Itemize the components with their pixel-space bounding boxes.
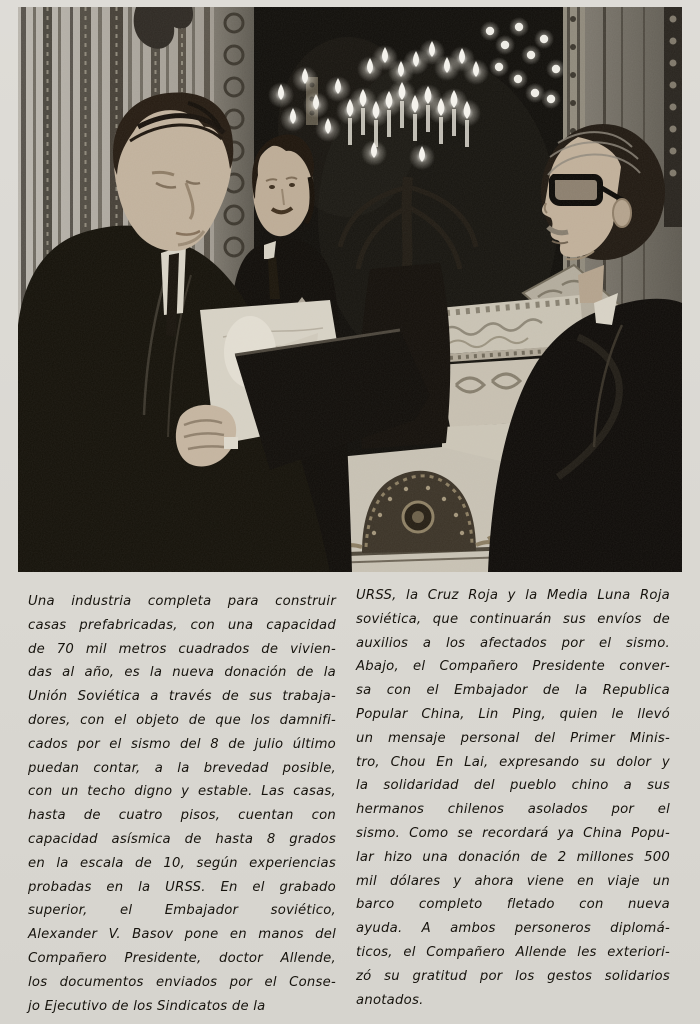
article-line: soviética, que continuarán sus envíos de xyxy=(356,611,670,627)
ceremony-photo xyxy=(18,7,682,572)
article-line: ticos, el Compañero Allende les exteriori- xyxy=(356,944,670,960)
article-line: dores, con el objeto de que los damnifi- xyxy=(28,712,336,728)
article-line: Una industria completa para construir xyxy=(28,594,336,609)
article-line: hermanos chilenos asolados por el xyxy=(356,802,670,818)
article-line: Unión Soviética a través de sus trabaja- xyxy=(28,689,336,705)
article-line: la solidaridad del pueblo chino a sus xyxy=(356,778,670,794)
article-line: un mensaje personal del Primer Minis- xyxy=(356,730,670,746)
article-line: casas prefabricadas, con una capacidad xyxy=(28,617,336,633)
article-line: los documentos enviados por el Conse- xyxy=(28,974,336,990)
article-line: superior, el Embajador soviético, xyxy=(28,903,336,919)
article-line: anotados. xyxy=(356,992,424,1008)
article-line: mil dólares y ahora viene en viaje un xyxy=(356,873,670,889)
article-column-left xyxy=(28,581,336,1018)
photo-grain xyxy=(18,7,682,572)
article-line: sa con el Embajador de la Republica xyxy=(356,683,670,699)
article-line: tro, Chou En Lai, expresando su dolor y xyxy=(356,754,670,770)
article-line: auxilios a los afectados por el sismo. xyxy=(356,635,670,651)
article-line: hasta de cuatro pisos, cuentan con xyxy=(28,808,336,824)
article-line: ayuda. A ambos personeros diplomá- xyxy=(356,921,670,937)
article-line: cados por el sismo del 8 de julio último xyxy=(28,736,336,752)
article-line: Compañero Presidente, doctor Allende, xyxy=(28,950,336,966)
article-line: Alexander V. Basov pone en manos del xyxy=(28,927,336,943)
article-line: puedan contar, a la brevedad posible, xyxy=(28,760,336,776)
article-line: URSS, la Cruz Roja y la Media Luna Roja xyxy=(356,588,670,603)
article-line: lar hizo una donación de 2 millones 500 xyxy=(356,849,670,865)
article-line: sismo. Como se recordará ya China Popu- xyxy=(356,825,670,841)
article-line: zó su gratitud por los gestos solidarios xyxy=(356,968,670,984)
article-column-right xyxy=(356,581,670,1012)
article-line: Abajo, el Compañero Presidente conver- xyxy=(356,659,670,675)
article-line: probadas en la URSS. En el grabado xyxy=(28,879,336,895)
article-line: Popular China, Lin Ping, quien le llevó xyxy=(356,706,670,722)
article-line: en la escala de 10, según experiencias xyxy=(28,855,336,871)
article-line: de 70 mil metros cuadrados de vivien- xyxy=(28,641,336,657)
article-line: capacidad asísmica de hasta 8 grados xyxy=(28,831,336,847)
article-line: con un techo digno y estable. Las casas, xyxy=(28,784,336,800)
article-line: barco completo fletado con nueva xyxy=(356,897,670,913)
article-line: jo Ejecutivo de los Sindicatos de la xyxy=(28,998,266,1014)
article-line: das al año, es la nueva donación de la xyxy=(28,665,336,681)
